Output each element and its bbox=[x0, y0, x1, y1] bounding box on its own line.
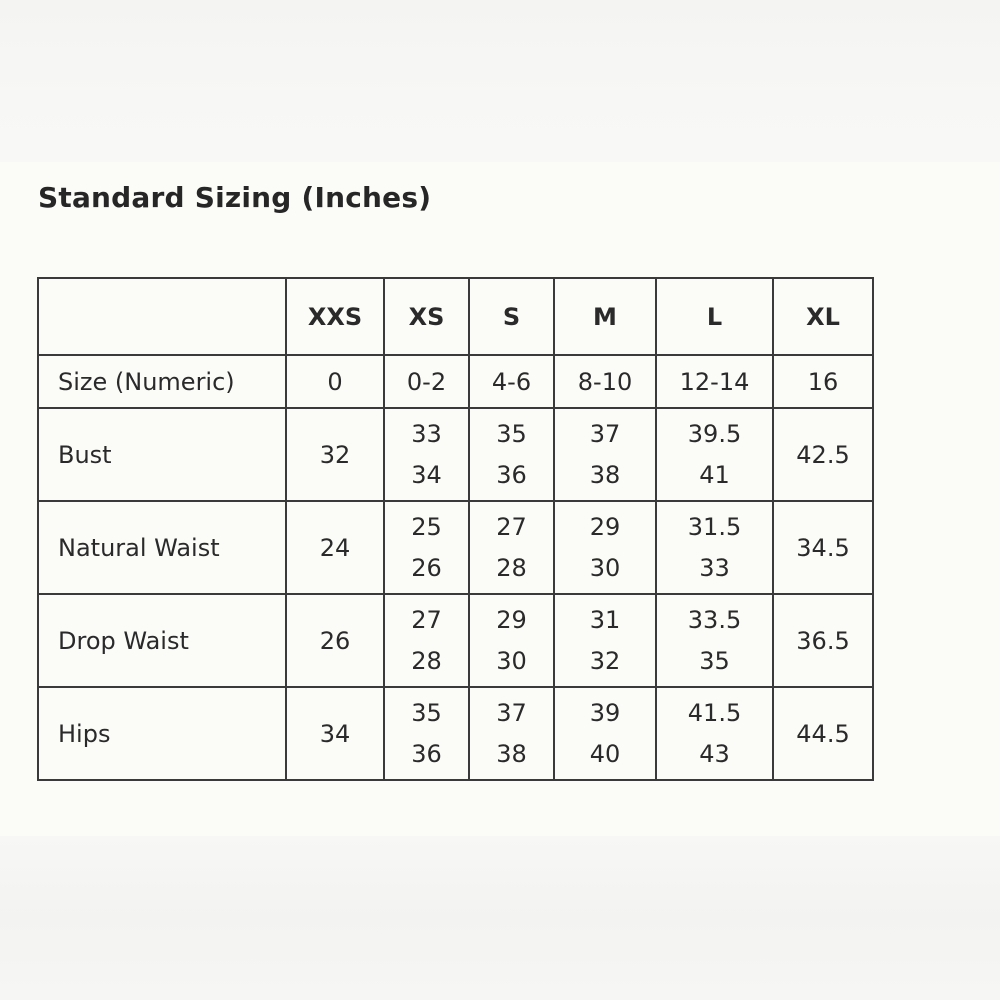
range-max: 30 bbox=[496, 646, 527, 675]
range-min: 35 bbox=[496, 419, 527, 448]
value-range-cell bbox=[554, 501, 656, 594]
value-cell: 0 bbox=[286, 355, 384, 408]
value-cell: 34 bbox=[286, 687, 384, 780]
range-max: 32 bbox=[589, 646, 621, 675]
row-label: Size (Numeric) bbox=[38, 355, 286, 408]
range-min: 37 bbox=[496, 698, 527, 727]
value-range-cell bbox=[469, 408, 554, 501]
background-band-bottom bbox=[0, 836, 1000, 1000]
range-max: 33 bbox=[699, 553, 730, 582]
range-min: 29 bbox=[589, 512, 621, 541]
header-size-l: L bbox=[656, 278, 773, 355]
value-cell: 4-6 bbox=[469, 355, 554, 408]
range-min: 33 bbox=[411, 419, 442, 448]
header-corner-cell bbox=[38, 278, 286, 355]
value-range-cell bbox=[656, 594, 773, 687]
row-natural-waist bbox=[38, 501, 873, 594]
range-max: 34 bbox=[411, 460, 442, 489]
value-range-cell bbox=[469, 687, 554, 780]
row-label: Natural Waist bbox=[38, 501, 286, 594]
value-range-cell bbox=[469, 594, 554, 687]
value-cell: 34.5 bbox=[773, 501, 873, 594]
size-chart-table bbox=[37, 277, 874, 781]
range-max: 30 bbox=[589, 553, 621, 582]
value-range-cell bbox=[384, 687, 469, 780]
range-min: 37 bbox=[589, 419, 621, 448]
row-label: Bust bbox=[38, 408, 286, 501]
value-cell: 8-10 bbox=[554, 355, 656, 408]
range-max: 28 bbox=[411, 646, 442, 675]
value-cell: 42.5 bbox=[773, 408, 873, 501]
value-cell: 26 bbox=[286, 594, 384, 687]
range-min: 35 bbox=[411, 698, 442, 727]
value-range-cell bbox=[554, 687, 656, 780]
background-band-top bbox=[0, 0, 1000, 162]
row-hips bbox=[38, 687, 873, 780]
value-range-cell bbox=[656, 687, 773, 780]
header-size-m: M bbox=[554, 278, 656, 355]
range-min: 31.5 bbox=[687, 512, 742, 541]
row-bust bbox=[38, 408, 873, 501]
range-max: 43 bbox=[699, 739, 730, 768]
header-size-xl: XL bbox=[773, 278, 873, 355]
header-row bbox=[38, 278, 873, 355]
value-range-cell bbox=[554, 408, 656, 501]
range-max: 36 bbox=[496, 460, 527, 489]
value-cell: 44.5 bbox=[773, 687, 873, 780]
value-cell: 36.5 bbox=[773, 594, 873, 687]
row-label: Hips bbox=[38, 687, 286, 780]
range-max: 40 bbox=[589, 739, 621, 768]
range-max: 35 bbox=[699, 646, 730, 675]
header-size-s: S bbox=[469, 278, 554, 355]
page-title: Standard Sizing (Inches) bbox=[38, 181, 432, 214]
value-range-cell bbox=[469, 501, 554, 594]
range-max: 28 bbox=[496, 553, 527, 582]
range-min: 33.5 bbox=[687, 605, 742, 634]
value-range-cell bbox=[384, 501, 469, 594]
value-range-cell bbox=[384, 408, 469, 501]
range-min: 27 bbox=[496, 512, 527, 541]
row-label: Drop Waist bbox=[38, 594, 286, 687]
range-min: 41.5 bbox=[687, 698, 742, 727]
value-range-cell bbox=[384, 594, 469, 687]
value-cell: 24 bbox=[286, 501, 384, 594]
value-range-cell bbox=[656, 501, 773, 594]
range-min: 27 bbox=[411, 605, 442, 634]
value-cell: 16 bbox=[773, 355, 873, 408]
value-cell: 32 bbox=[286, 408, 384, 501]
range-max: 38 bbox=[496, 739, 527, 768]
range-min: 31 bbox=[589, 605, 621, 634]
value-cell: 12-14 bbox=[656, 355, 773, 408]
row-drop-waist bbox=[38, 594, 873, 687]
range-max: 41 bbox=[699, 460, 730, 489]
row-size-numeric bbox=[38, 355, 873, 408]
range-max: 36 bbox=[411, 739, 442, 768]
value-range-cell bbox=[656, 408, 773, 501]
range-max: 38 bbox=[589, 460, 621, 489]
header-size-xs: XS bbox=[384, 278, 469, 355]
range-min: 25 bbox=[411, 512, 442, 541]
range-min: 29 bbox=[496, 605, 527, 634]
range-min: 39.5 bbox=[687, 419, 742, 448]
range-max: 26 bbox=[411, 553, 442, 582]
range-min: 39 bbox=[589, 698, 621, 727]
header-size-xxs: XXS bbox=[286, 278, 384, 355]
value-cell: 0-2 bbox=[384, 355, 469, 408]
value-range-cell bbox=[554, 594, 656, 687]
